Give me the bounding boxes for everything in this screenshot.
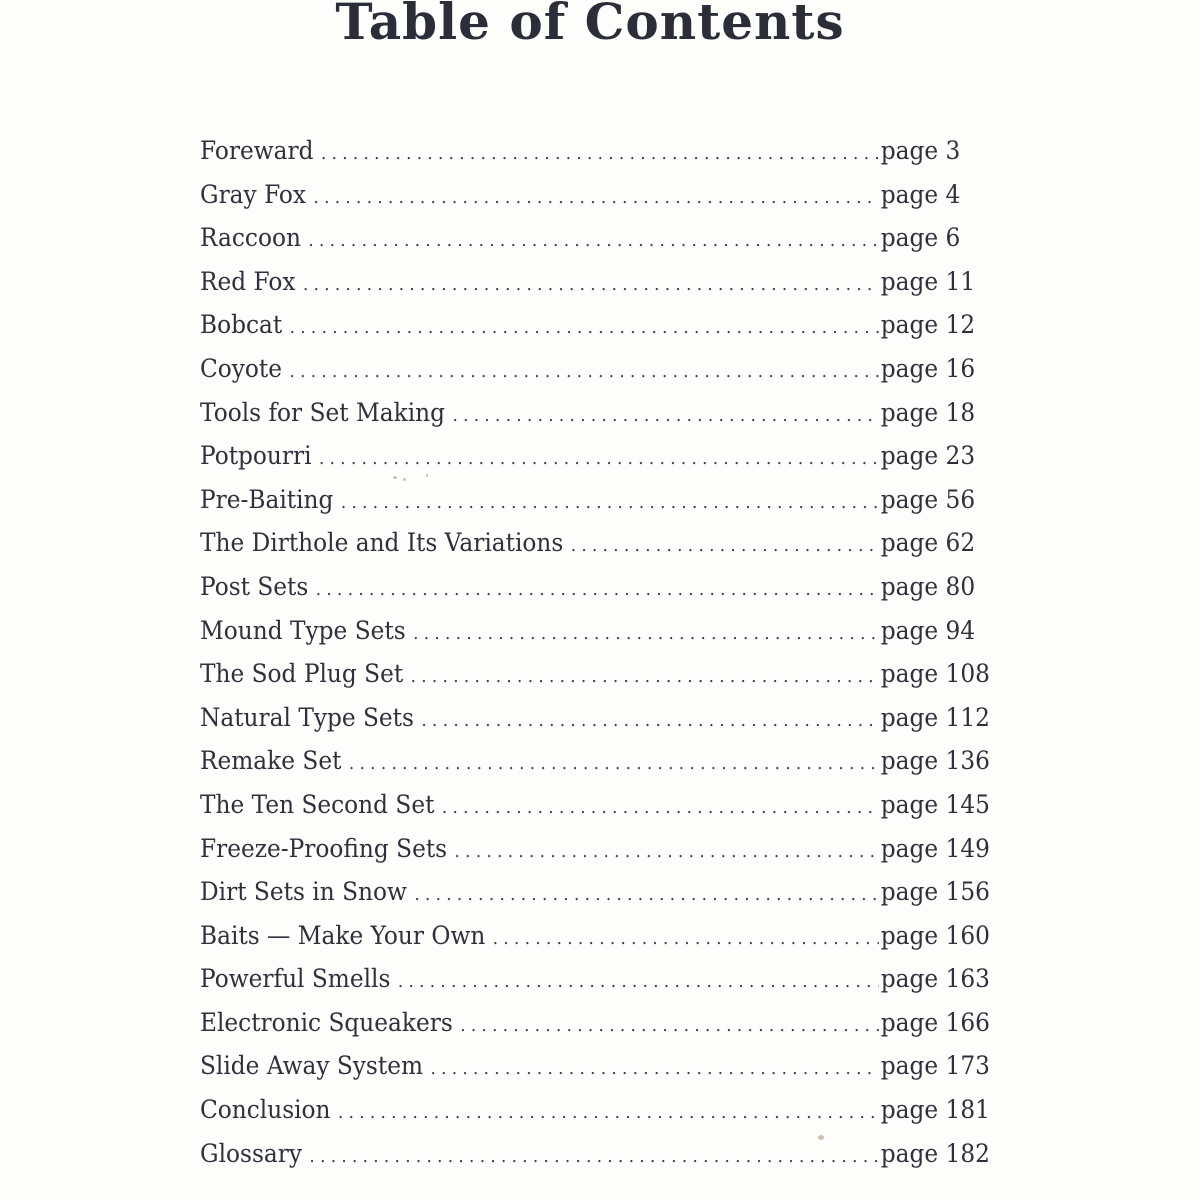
toc-entry-page: page 112 — [880, 702, 990, 732]
toc-entry-powerful-smells — [200, 964, 991, 1008]
dot-leader — [349, 753, 879, 774]
toc-entry-page: page 62 — [880, 528, 976, 558]
toc-entry-page: page 163 — [880, 964, 990, 994]
toc-entry-page: page 173 — [880, 1051, 990, 1081]
toc-entry-page: page 23 — [880, 441, 976, 471]
toc-entry-page: page 18 — [880, 397, 976, 427]
toc-entry-page: page 94 — [880, 615, 976, 645]
toc-entry-ten-second-set — [200, 790, 991, 834]
dot-leader — [316, 579, 879, 600]
dot-leader — [303, 274, 879, 295]
toc-entry-foreward — [200, 136, 991, 180]
dot-leader — [319, 448, 879, 469]
toc-entry-freeze-proofing-sets — [200, 834, 991, 878]
toc-entry-title: Pre-Baiting — [200, 484, 334, 514]
toc-entry-natural-type-sets — [200, 703, 991, 747]
toc-entry-page: page 11 — [880, 266, 976, 296]
toc-entry-gray-fox — [200, 180, 991, 224]
dot-leader — [398, 971, 879, 992]
toc-entry-title: Natural Type Sets — [200, 702, 414, 732]
toc-entry-sod-plug-set — [200, 659, 991, 703]
toc-entry-title: Dirt Sets in Snow — [200, 877, 407, 907]
toc-entry-dirthole — [200, 528, 991, 572]
toc-entry-title: Mound Type Sets — [200, 615, 406, 645]
dot-leader — [414, 884, 879, 905]
dot-leader — [338, 1102, 879, 1123]
toc-entry-page: page 16 — [880, 353, 976, 383]
toc-entry-pre-baiting — [200, 485, 991, 529]
dot-leader — [413, 623, 879, 644]
dot-leader — [321, 143, 879, 164]
toc-entry-page: page 80 — [880, 571, 976, 601]
dot-leader — [442, 797, 879, 818]
toc-entry-page: page 12 — [880, 310, 976, 340]
dot-leader — [493, 928, 879, 949]
page-title: Table of Contents — [335, 0, 845, 51]
toc-entry-title: Baits — Make Your Own — [200, 920, 486, 950]
toc-entry-title: Glossary — [200, 1138, 302, 1168]
dot-leader — [309, 1146, 878, 1167]
toc-entry-title: Raccoon — [200, 223, 301, 253]
dot-leader — [460, 1015, 879, 1036]
toc-entry-title: Gray Fox — [200, 179, 307, 209]
toc-entry-page: page 149 — [880, 833, 990, 863]
toc-entry-post-sets — [200, 572, 991, 616]
dot-leader — [313, 187, 878, 208]
toc-entry-coyote — [200, 354, 991, 398]
dot-leader — [341, 492, 879, 513]
toc-entry-raccoon — [200, 223, 991, 267]
toc-entry-page: page 166 — [880, 1007, 990, 1037]
toc-entry-baits — [200, 921, 991, 965]
dot-leader — [290, 317, 879, 338]
toc-entry-title: The Ten Second Set — [200, 789, 435, 819]
toc-entry-potpourri — [200, 441, 991, 485]
toc-entry-page: page 6 — [880, 223, 961, 253]
toc-entry-title: Freeze-Proofing Sets — [200, 833, 448, 863]
toc-entry-glossary — [200, 1139, 991, 1183]
toc-entry-page: page 4 — [880, 179, 961, 209]
toc-entry-red-fox — [200, 267, 991, 311]
dot-leader — [308, 230, 879, 251]
toc-entry-dirt-sets-in-snow — [200, 877, 991, 921]
paper-speck — [393, 476, 397, 479]
toc-entry-remake-set — [200, 746, 991, 790]
toc-entry-page: page 156 — [880, 877, 990, 907]
toc-entry-title: Bobcat — [200, 310, 283, 340]
dot-leader — [289, 361, 878, 382]
toc-entry-title: Foreward — [200, 136, 314, 165]
dot-leader — [571, 535, 879, 556]
toc-entry-conclusion — [200, 1095, 991, 1139]
dot-leader — [421, 710, 878, 731]
dot-leader — [452, 405, 878, 426]
toc-entry-title: The Dirthole and Its Variations — [200, 528, 564, 558]
toc-entry-page: page 3 — [880, 136, 961, 165]
toc-entry-title: Remake Set — [200, 746, 342, 776]
toc-entry-title: Post Sets — [200, 571, 309, 601]
toc-entry-electronic-squeakers — [200, 1008, 991, 1052]
toc-entry-page: page 181 — [880, 1095, 990, 1125]
dot-leader — [411, 666, 879, 687]
dot-leader — [430, 1058, 878, 1079]
toc-entry-page: page 160 — [880, 920, 990, 950]
paper-speck — [403, 478, 406, 481]
toc-entry-bobcat — [200, 310, 991, 354]
paper-speck — [818, 1135, 824, 1140]
paper-speck — [426, 474, 428, 477]
toc-entry-page: page 56 — [880, 484, 976, 514]
toc-entry-page: page 182 — [880, 1138, 990, 1168]
toc-entry-title: Conclusion — [200, 1095, 331, 1125]
toc-entry-slide-away-system — [200, 1051, 991, 1095]
toc-entry-title: Potpourri — [200, 441, 312, 471]
toc-entry-page: page 145 — [880, 789, 990, 819]
toc-entry-mound-type-sets — [200, 616, 991, 660]
dot-leader — [455, 841, 879, 862]
toc-entry-page: page 108 — [880, 659, 990, 689]
toc-entry-title: Electronic Squeakers — [200, 1007, 453, 1037]
toc-entry-title: Red Fox — [200, 266, 296, 296]
table-of-contents — [200, 136, 990, 1182]
toc-entry-title: Slide Away System — [200, 1051, 424, 1081]
toc-entry-title: Tools for Set Making — [200, 397, 446, 427]
toc-entry-title: The Sod Plug Set — [200, 659, 404, 689]
toc-entry-page: page 136 — [880, 746, 990, 776]
toc-entry-tools-for-set-making — [200, 398, 991, 442]
toc-entry-title: Powerful Smells — [200, 964, 391, 994]
toc-entry-title: Coyote — [200, 353, 283, 383]
